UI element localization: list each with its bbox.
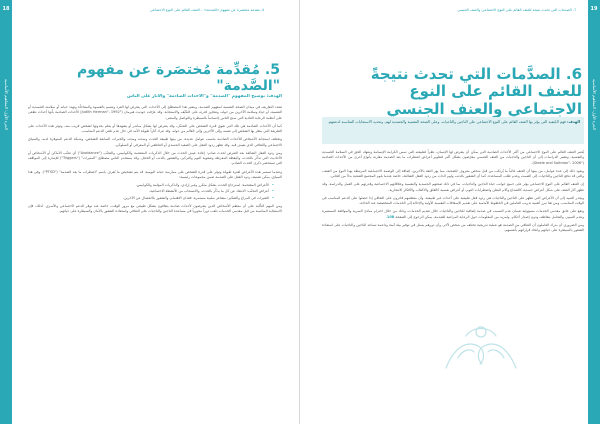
goal-label: الهدف: [567,120,580,124]
goal-description: فهم الكيفية التي يؤثر بها العنف القائم على النوع الاجتماعي على الناجين والناجيات، وعلى الصحة النفسية والجسدية لهم، وتحديد الاستجابات المناسبة لدعمهم. [327,120,566,124]
left-paragraph: ومن ردود الفعل الشائعة بعد التعرض لحدث صادم: إعادة عيش الحدث من خلال الذكريات المقتحمة والكوابيس، والتجنّب ("Avoidance") أي تجنّب الأماكن أو الأشخاص أو الأحاديث التي تذكّر بالحدث، واليقظة المفرطة وصعوبة النوم والتركيز، والشعور بالذنب أو الخجل. وقد يستخدم الناس مصطلح "المثيرات" ("Triggers") للإشارة إلى المواقف التي تستحضر ذكرى الحدث الصادم. [28,150,282,166]
left-closing-paragraph: ومن المهم التأكيد على أن معظم الأشخاص الذين يتعرضون لأحداث صادمة يتعافون بشكل طبيعي مع مرور الوقت، خاصة عند توفر الدعم الاجتماعي والأسري. لذلك، فإن الاستجابة المناسبة من قبل مقدمي الخدمات تلعب دوراً محورياً في مساعدة الناجين والناجيات على التعافي واستعادة الشعور بالأمان والسيطرة على حياتهم. [28,203,282,213]
left-paragraph: وتختلف استجابة الأشخاص للأحداث الصادمة بحسب عوامل عديدة، من بينها طبيعة الحدث وشدته ومدته، والخبرات السابقة للشخص، وشبكة الدعم المتوفرة لديه، والسياق الاجتماعي والثقافي الذي يعيش فيه. وقد تظهر ردود الفعل على الصعيد الجسدي أو العاطفي أو المعرفي أو السلوكي. [28,137,282,147]
goal-box [322,117,584,144]
left-paragraph: تتعدد التعاريف في ميدان الصحة النفسية لمفهوم الصدمة، ويشير هذا المصطلح إلى الأحداث التي يتعرض لها الفرد وتتسم بالقسوة والمفاجأة وتهدد حياته أو سلامته الجسدية أو النفسية، أو حياة وسلامة الآخرين من حوله، وتتجاوز قدرته على التكيّف والاستجابة. وقد عرّفت جوديث هيرمان ("Judith Herman"، 1992) الأحداث الصادمة بأنها أحداث تطغى على أنظمة الرعاية العادية التي تمنح الناس إحساساً بالسيطرة والتواصل والمعنى. [28,105,282,120]
right-side-tab [588,0,600,424]
page-reference-link[interactable]: 108 [386,214,395,219]
right-page-number: 19 [590,6,598,12]
right-side-label: الجزء الأول: المفاهيم الأساسية [592,79,597,130]
right-paragraph: يُعتبر العنف القائم على النوع الاجتماعي من أكثر الأحداث الصادمة التي يمكن أن يتعرض لها الإنسان، نظراً لطبيعته التي تمس الكرامة الإنسانية وتنتهك الحق في السلامة الجسدية والنفسية. وتشير الدراسات إلى أن الناجين والناجيات من العنف الجنسي معرّضون بشكل أكبر لتطوير أعراض اضطراب ما بعد الصدمة مقارنة بأنواع أخرى من الأحداث الصادمة ("Steele and Saltman"، 2006). [322,150,584,165]
left-running-head: ٥. مقدمة مختصرة عن مفهوم «الصدمة» – العنف القائم على النوع الاجتماعي [150,8,265,12]
right-paragraph: ومن الضروري أن يدرك العاملون أن التعافي من الصدمة هو عملية تدريجية تختلف من شخص لآخر، وأن دورهم يتمثل في توفير بيئة آمنة وداعمة تساعد الناجين والناجيات على استعادة الشعور بالسيطرة على حياتهم واتخاذ قراراتهم بأنفسهم. [322,222,584,232]
list-item: • الأعراض المقتحمة: استرجاع الحدث بشكل متكرر وغير إرادي، والذكريات المؤلمة والكوابيس. [28,183,274,188]
left-subhead-text: الهدف: توضيح المفهوم "الصدمة" و"الأحداث الصادمة" والآثار على الناس [126,94,282,99]
right-paragraph: ويعود ذلك إلى عدة عوامل، من بينها أن العنف غالباً ما يُرتكب من قبل شخص معروف للضحية، مما يهز الثقة بالآخرين، إضافة إلى الوصمة الاجتماعية المرتبطة بهذا النوع من العنف، والتي قد تدفع الناجين والناجيات إلى الصمت وعدم طلب المساعدة. كما أن الشعور بالذنب ولوم الذات من ردود الفعل الشائعة، خاصة عندما يلوم المجتمع الضحية بدلاً من الجاني. [322,168,584,178]
right-chapter-title: 6. الصدَّمات التي تحدث نتيجةً للعنف القائم على النوع الاجتماعي والعنف الجنسي [370,65,582,118]
decorative-hands-illustration [436,318,526,378]
list-item: • أعراض التجنّب: الابتعاد عن كل ما يذكّر بالحدث، والانسحاب من الأنشطة الاجتماعية. [28,189,274,194]
left-bullet-list [28,183,274,201]
right-running-head: ٦. الصدمات التي تحدث نتيجة للعنف القائم على النوع الاجتماعي والعنف الجنسي [457,8,576,12]
right-paragraph: ويجدر التنبيه إلى أن الأعراض التي تظهر على الناجين والناجيات هي ردود فعل طبيعية على أحداث غير طبيعية، وأن معظمهم قادرون على التعافي إذا حصلوا على الدعم المناسب في الوقت المناسب. ومن هنا تبرز أهمية تدريب العاملين في الخطوط الأمامية على تقديم الإسعافات النفسية الأولية والإحالة إلى الخدمات المتخصصة عند الحاجة. [322,195,584,205]
left-subhead [30,94,282,103]
left-paragraph: وعندما تستمر هذه الأعراض لفترة طويلة وتؤثر على قدرة الشخص على ممارسة حياته اليومية، قد يتم تشخيص ما يُعرف باسم "اضطراب ما بعد الصدمة" ("PTSD"). وفي هذا السياق، يمكن تصنيف ردود الفعل على الصدمة ضمن مجموعات رئيسية: [28,169,282,179]
left-chapter-title: 5. مُقدِّمة مُختصَرة عن مفهوم "الصَّدمة" [77,62,280,95]
right-paragraph: وتقع على عاتق مقدمي الخدمات مسؤولية ضمان عدم التسبب في صدمة إضافية للناجين والناجيات خلال تقديم الخدمات، وذلك من خلال احترام مبادئ السرية والموافقة المستنيرة وعدم التمييز، والتعامل بتعاطف ودون إصدار أحكام. ولمزيد من المعلومات حول الرعاية المراعية للصدمة، يمكن الرجوع إلى الصفحة [322,209,584,219]
left-side-tab [0,0,12,424]
left-side-label: الجزء الأول: المفاهيم الأساسية [4,79,9,130]
left-paragraph: كما أن الأحداث الصادمة هي تلك التي تفوق قدرة الشخص على التحمّل، وقد يتعرض لها بشكل مباشر أو يشهدها أو يعلم بحدوثها لشخص قريب منه. وتؤثر هذه الأحداث على الطريقة التي ينظر بها الشخص إلى نفسه وإلى الآخرين وإلى العالم من حوله، وقد تترك آثاراً طويلة الأمد في حال عدم تلقي الدعم المناسب. [28,123,282,133]
goal-text [326,120,580,125]
right-paragraph: إن العنف القائم على النوع الاجتماعي يؤثر على جميع جوانب حياة الناجين والناجيات، بما في ذلك صحتهم الجسدية والنفسية وعلاقاتهم الاجتماعية وقدرتهم على العمل والدراسة. وقد تظهر آثار العنف على شكل أعراض جسدية كالصداع وآلام البطن واضطرابات النوم، أو أعراض نفسية كالقلق والاكتئاب والأفكار الانتحارية. [322,182,584,192]
left-body [28,105,282,405]
list-item: • التغيرات في المزاج والتفكير: مشاعر سلبية مستمرة، فقدان الاهتمام، والشعور بالانفصال عن الآخرين. [28,196,274,201]
right-paragraph-with-ref: وتقع على عاتق مقدمي الخدمات مسؤولية ضمان عدم التسبب في صدمة إضافية للناجين والناجيات خلال تقديم الخدمات، وذلك من خلال احترام مبادئ السرية والموافقة المستنيرة وعدم التمييز، والتعامل بتعاطف ودون إصدار أحكام. ولمزيد من المعلومات حول الرعاية المراعية للصدمة، يمكن الرجوع إلى الصفحة 108. [322,209,584,219]
right-page [300,0,600,424]
left-page-number: 18 [2,6,10,12]
